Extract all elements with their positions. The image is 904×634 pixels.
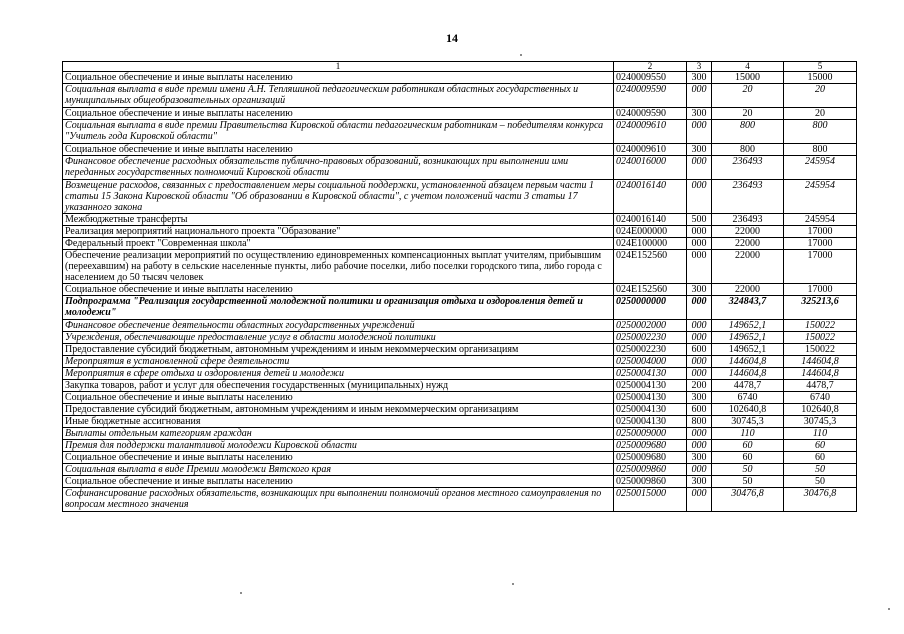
scan-speck: [240, 592, 242, 594]
row-expense-type: 300: [687, 72, 712, 84]
row-amount-col5: 20: [784, 108, 857, 120]
table-row: [63, 296, 857, 320]
row-amount-col4: 236493: [712, 180, 784, 214]
row-amount-col5: 110: [784, 428, 857, 440]
scan-speck: [520, 54, 522, 56]
row-expense-type: 300: [687, 476, 712, 488]
row-amount-col5: 50: [784, 464, 857, 476]
table-row: [63, 440, 857, 452]
row-amount-col4: 149652,1: [712, 320, 784, 332]
page-number: 14: [446, 31, 458, 45]
table-row: [63, 404, 857, 416]
row-amount-col4: 110: [712, 428, 784, 440]
row-name: Закупка товаров, работ и услуг для обеспечения государственных (муниципальных) нужд: [63, 380, 614, 392]
row-amount-col4: 4478,7: [712, 380, 784, 392]
row-amount-col4: 15000: [712, 72, 784, 84]
row-amount-col5: 30476,8: [784, 488, 857, 512]
row-name: Иные бюджетные ассигнования: [63, 416, 614, 428]
row-amount-col5: 245954: [784, 180, 857, 214]
row-amount-col4: 324843,7: [712, 296, 784, 320]
row-amount-col5: 150022: [784, 320, 857, 332]
row-target-code: 0250002230: [614, 332, 687, 344]
table-row: [63, 250, 857, 284]
row-expense-type: 300: [687, 108, 712, 120]
column-number-4: 4: [712, 62, 784, 72]
row-name: Подпрограмма "Реализация государственной молодежной политики и организация отдыха и оздоровления детей и молодежи": [63, 296, 614, 320]
row-target-code: 024E100000: [614, 238, 687, 250]
row-target-code: 0250015000: [614, 488, 687, 512]
row-expense-type: 600: [687, 404, 712, 416]
table-row: [63, 332, 857, 344]
row-name: Софинансирование расходных обязательств, возникающих при выполнении полномочий органов местного самоуправления по вопросам местного значения: [63, 488, 614, 512]
row-amount-col4: 149652,1: [712, 344, 784, 356]
table-row: [63, 392, 857, 404]
table-row: [63, 380, 857, 392]
table-row: [63, 156, 857, 180]
budget-table-body: [63, 62, 857, 512]
row-amount-col5: 17000: [784, 284, 857, 296]
scan-speck: [888, 608, 890, 610]
row-name: Предоставление субсидий бюджетным, автономным учреждениям и иным некоммерческим организациям: [63, 344, 614, 356]
row-expense-type: 000: [687, 296, 712, 320]
scan-speck: [512, 583, 514, 585]
row-amount-col4: 20: [712, 108, 784, 120]
row-amount-col4: 30745,3: [712, 416, 784, 428]
row-amount-col5: 102640,8: [784, 404, 857, 416]
row-name: Социальная выплата в виде премии Правительства Кировской области педагогическим работникам – победителям конкурса "Учитель года Кировской области": [63, 120, 614, 144]
row-amount-col5: 6740: [784, 392, 857, 404]
row-expense-type: 300: [687, 284, 712, 296]
table-row: [63, 368, 857, 380]
row-target-code: 0250009860: [614, 464, 687, 476]
row-name: Социальное обеспечение и иные выплаты населению: [63, 476, 614, 488]
row-amount-col4: 800: [712, 120, 784, 144]
row-amount-col5: 60: [784, 440, 857, 452]
row-amount-col4: 50: [712, 476, 784, 488]
budget-table: [62, 61, 857, 512]
table-row: [63, 452, 857, 464]
row-name: Социальная выплата в виде Премии молодежи Вятского края: [63, 464, 614, 476]
row-amount-col4: 30476,8: [712, 488, 784, 512]
row-expense-type: 800: [687, 416, 712, 428]
row-name: Финансовое обеспечение деятельности областных государственных учреждений: [63, 320, 614, 332]
row-expense-type: 000: [687, 440, 712, 452]
column-number-1: 1: [63, 62, 614, 72]
row-name: Мероприятия в сфере отдыха и оздоровления детей и молодежи: [63, 368, 614, 380]
row-expense-type: 000: [687, 464, 712, 476]
row-name: Социальное обеспечение и иные выплаты населению: [63, 284, 614, 296]
row-expense-type: 000: [687, 368, 712, 380]
row-amount-col4: 102640,8: [712, 404, 784, 416]
row-amount-col4: 22000: [712, 250, 784, 284]
table-row: [63, 84, 857, 108]
row-target-code: 0250002000: [614, 320, 687, 332]
column-number-row: [63, 62, 857, 72]
table-row: [63, 476, 857, 488]
row-expense-type: 300: [687, 452, 712, 464]
table-row: [63, 464, 857, 476]
row-name: Премия для поддержки талантливой молодежи Кировской области: [63, 440, 614, 452]
table-row: [63, 180, 857, 214]
row-expense-type: 000: [687, 488, 712, 512]
row-amount-col4: 144604,8: [712, 356, 784, 368]
row-amount-col4: 144604,8: [712, 368, 784, 380]
row-amount-col4: 6740: [712, 392, 784, 404]
row-amount-col4: 22000: [712, 226, 784, 238]
table-row: [63, 344, 857, 356]
row-expense-type: 000: [687, 156, 712, 180]
row-target-code: 0250004130: [614, 392, 687, 404]
row-name: Социальная выплата в виде премии имени А.Н. Тепляшиной педагогическим работникам областных государственных и муниципальных общеобразовательных организаций: [63, 84, 614, 108]
row-name: Мероприятия в установленной сфере деятельности: [63, 356, 614, 368]
row-name: Предоставление субсидий бюджетным, автономным учреждениям и иным некоммерческим организациям: [63, 404, 614, 416]
row-target-code: 0250002230: [614, 344, 687, 356]
table-row: [63, 144, 857, 156]
row-amount-col5: 20: [784, 84, 857, 108]
row-amount-col4: 22000: [712, 284, 784, 296]
row-target-code: 0240016000: [614, 156, 687, 180]
row-amount-col5: 17000: [784, 226, 857, 238]
row-target-code: 0250004000: [614, 356, 687, 368]
table-row: [63, 108, 857, 120]
row-target-code: 0250004130: [614, 416, 687, 428]
row-amount-col4: 800: [712, 144, 784, 156]
table-row: [63, 416, 857, 428]
row-target-code: 0250004130: [614, 404, 687, 416]
column-number-5: 5: [784, 62, 857, 72]
row-target-code: 0250000000: [614, 296, 687, 320]
row-target-code: 0250004130: [614, 380, 687, 392]
row-target-code: 0250009680: [614, 440, 687, 452]
table-row: [63, 120, 857, 144]
row-target-code: 0250009680: [614, 452, 687, 464]
column-number-3: 3: [687, 62, 712, 72]
row-amount-col5: 17000: [784, 238, 857, 250]
row-amount-col4: 236493: [712, 214, 784, 226]
row-expense-type: 000: [687, 320, 712, 332]
table-row: [63, 356, 857, 368]
row-amount-col5: 325213,6: [784, 296, 857, 320]
table-row: [63, 320, 857, 332]
row-amount-col5: 4478,7: [784, 380, 857, 392]
row-amount-col4: 50: [712, 464, 784, 476]
row-amount-col5: 150022: [784, 344, 857, 356]
row-amount-col5: 245954: [784, 156, 857, 180]
row-name: Выплаты отдельным категориям граждан: [63, 428, 614, 440]
row-expense-type: 000: [687, 120, 712, 144]
row-target-code: 024E152560: [614, 250, 687, 284]
row-expense-type: 000: [687, 250, 712, 284]
table-row: [63, 72, 857, 84]
row-name: Финансовое обеспечение расходных обязательств публично-правовых образований, возникающих при выполнении ими переданных государственных полномочий Кировской области: [63, 156, 614, 180]
row-expense-type: 500: [687, 214, 712, 226]
row-amount-col5: 30745,3: [784, 416, 857, 428]
row-name: Обеспечение реализации мероприятий по осуществлению единовременных компенсационных выплат учителям, прибывшим (переехавшим) на работу в сельские населенные пункты, либо рабочие поселки, либо поселки городского типа, либо города с населением до 50 тысяч человек: [63, 250, 614, 284]
row-name: Социальное обеспечение и иные выплаты населению: [63, 108, 614, 120]
row-target-code: 0240016140: [614, 180, 687, 214]
row-expense-type: 200: [687, 380, 712, 392]
row-expense-type: 000: [687, 226, 712, 238]
row-target-code: 0240009610: [614, 120, 687, 144]
row-target-code: 0250009860: [614, 476, 687, 488]
row-amount-col5: 144604,8: [784, 356, 857, 368]
row-name: Социальное обеспечение и иные выплаты населению: [63, 452, 614, 464]
row-name: Социальное обеспечение и иные выплаты населению: [63, 144, 614, 156]
table-row: [63, 284, 857, 296]
row-name: Федеральный проект "Современная школа": [63, 238, 614, 250]
row-target-code: 0240009590: [614, 84, 687, 108]
table-row: [63, 226, 857, 238]
row-target-code: 024E152560: [614, 284, 687, 296]
row-amount-col4: 60: [712, 440, 784, 452]
table-row: [63, 428, 857, 440]
row-expense-type: 000: [687, 428, 712, 440]
row-amount-col4: 236493: [712, 156, 784, 180]
row-amount-col4: 149652,1: [712, 332, 784, 344]
row-name: Учреждения, обеспечивающие предоставление услуг в области молодежной политики: [63, 332, 614, 344]
row-name: Реализация мероприятий национального проекта "Образование": [63, 226, 614, 238]
row-name: Социальное обеспечение и иные выплаты населению: [63, 392, 614, 404]
table-row: [63, 488, 857, 512]
row-expense-type: 000: [687, 356, 712, 368]
row-name: Возмещение расходов, связанных с предоставлением меры социальной поддержки, установленной абзацем первым части 1 статьи 15 Закона Кировской области "Об образовании в Кировской области", с учетом положений части 3 статьи 17 указанного закона: [63, 180, 614, 214]
column-number-2: 2: [614, 62, 687, 72]
row-target-code: 0250009000: [614, 428, 687, 440]
row-amount-col4: 22000: [712, 238, 784, 250]
row-amount-col5: 144604,8: [784, 368, 857, 380]
row-amount-col5: 150022: [784, 332, 857, 344]
row-amount-col4: 60: [712, 452, 784, 464]
row-expense-type: 000: [687, 238, 712, 250]
row-amount-col5: 800: [784, 120, 857, 144]
row-amount-col5: 60: [784, 452, 857, 464]
table-row: [63, 238, 857, 250]
row-target-code: 0240009590: [614, 108, 687, 120]
row-target-code: 0240016140: [614, 214, 687, 226]
row-amount-col5: 245954: [784, 214, 857, 226]
row-target-code: 024E000000: [614, 226, 687, 238]
row-amount-col5: 800: [784, 144, 857, 156]
row-amount-col4: 20: [712, 84, 784, 108]
row-name: Социальное обеспечение и иные выплаты населению: [63, 72, 614, 84]
table-row: [63, 214, 857, 226]
row-amount-col5: 50: [784, 476, 857, 488]
row-expense-type: 000: [687, 332, 712, 344]
row-name: Межбюджетные трансферты: [63, 214, 614, 226]
row-amount-col5: 17000: [784, 250, 857, 284]
row-expense-type: 000: [687, 84, 712, 108]
row-expense-type: 000: [687, 180, 712, 214]
row-target-code: 0250004130: [614, 368, 687, 380]
row-target-code: 0240009610: [614, 144, 687, 156]
row-amount-col5: 15000: [784, 72, 857, 84]
row-expense-type: 300: [687, 144, 712, 156]
row-expense-type: 300: [687, 392, 712, 404]
row-expense-type: 600: [687, 344, 712, 356]
row-target-code: 0240009550: [614, 72, 687, 84]
